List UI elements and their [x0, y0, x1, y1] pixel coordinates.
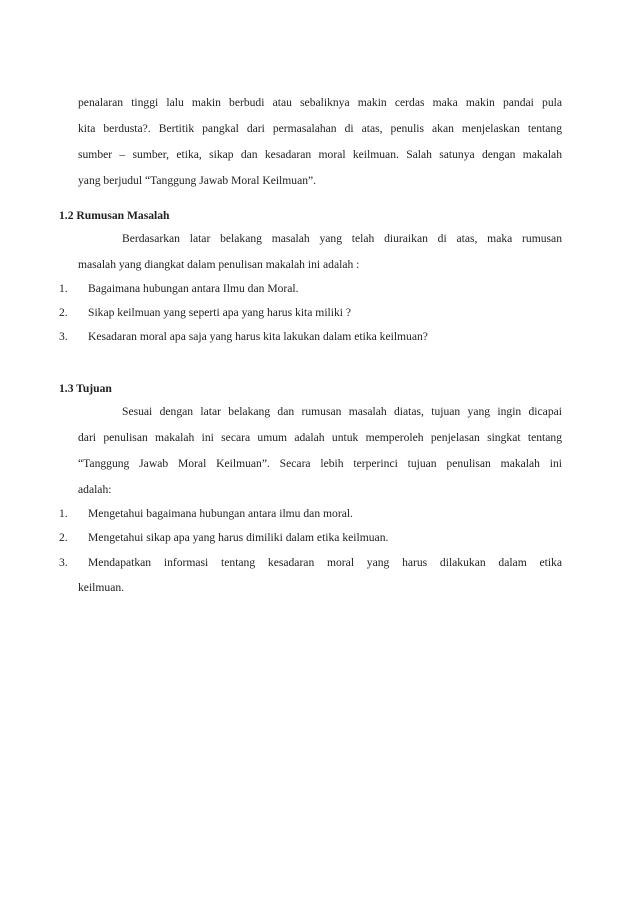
list-number: 1. — [59, 282, 68, 295]
list-item: Bagaimana hubungan antara Ilmu dan Moral. — [88, 282, 299, 295]
section-heading: 1.2 Rumusan Masalah — [59, 209, 170, 222]
section-heading: 1.3 Tujuan — [59, 382, 112, 395]
list-item: Kesadaran moral apa saja yang harus kita lakukan dalam etika keilmuan? — [88, 330, 428, 343]
list-number: 3. — [59, 330, 68, 343]
paragraph-line: adalah: — [78, 483, 112, 496]
paragraph-line: dari penulisan makalah ini secara umum adalah untuk memperoleh penjelasan singkat tentang — [78, 431, 562, 444]
list-item-continuation: keilmuan. — [78, 581, 125, 594]
paragraph-line: penalaran tinggi lalu makin berbudi atau sebaliknya makin cerdas maka makin pandai pula — [78, 96, 562, 109]
list-item: Mengetahui bagaimana hubungan antara ilmu dan moral. — [88, 507, 353, 520]
list-number: 1. — [59, 507, 68, 520]
list-number: 2. — [59, 306, 68, 319]
paragraph-line: Sesuai dengan latar belakang dan rumusan masalah diatas, tujuan yang ingin dicapai — [122, 405, 562, 418]
paragraph-line: masalah yang diangkat dalam penulisan makalah ini adalah : — [78, 258, 360, 271]
list-number: 2. — [59, 531, 68, 544]
list-item: Mendapatkan informasi tentang kesadaran moral yang harus dilakukan dalam etika — [88, 556, 562, 569]
paragraph-line: kita berdusta?. Bertitik pangkal dari permasalahan di atas, penulis akan menjelaskan tentang — [78, 122, 562, 135]
paragraph-line: sumber – sumber, etika, sikap dan kesadaran moral keilmuan. Salah satunya dengan makalah — [78, 148, 562, 161]
list-item: Mengetahui sikap apa yang harus dimiliki dalam etika keilmuan. — [88, 531, 389, 544]
list-item: Sikap keilmuan yang seperti apa yang harus kita miliki ? — [88, 306, 352, 319]
paragraph-line: Berdasarkan latar belakang masalah yang telah diuraikan di atas, maka rumusan — [122, 232, 562, 245]
paragraph-line: yang berjudul “Tanggung Jawab Moral Keilmuan”. — [78, 174, 317, 187]
paragraph-line: “Tanggung Jawab Moral Keilmuan”. Secara lebih terperinci tujuan penulisan makalah ini — [78, 457, 562, 470]
list-number: 3. — [59, 556, 68, 569]
